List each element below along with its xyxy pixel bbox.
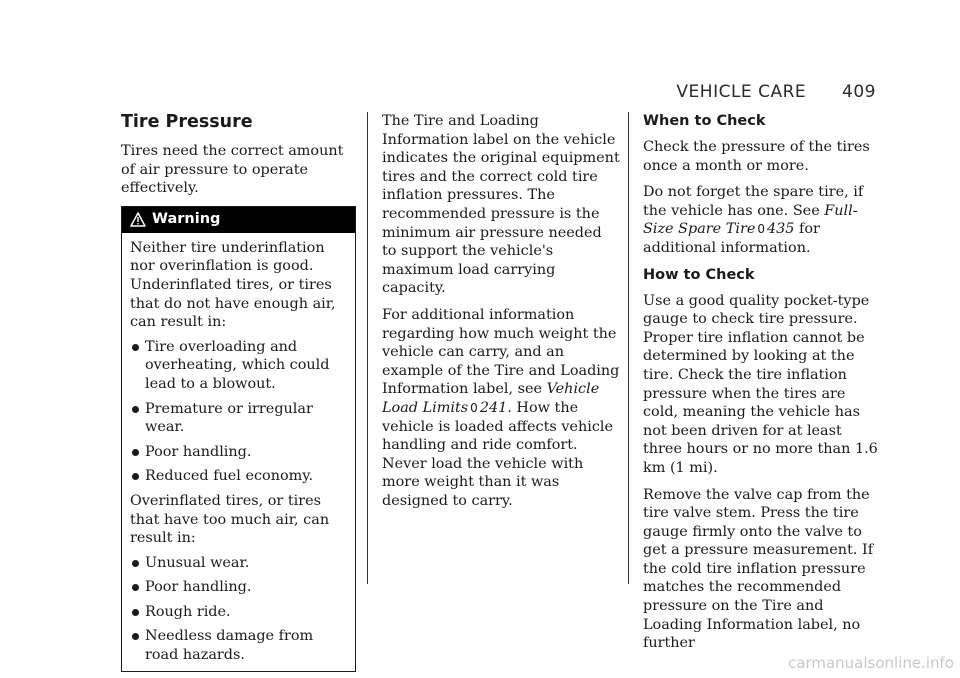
watermark: carmanualsonline.info <box>788 654 954 672</box>
list-item: Needless damage from road hazards. <box>130 627 347 664</box>
subheading: When to Check <box>643 113 766 129</box>
list-item: Reduced fuel economy. <box>130 467 347 486</box>
page-reference[interactable]: 241 <box>479 399 508 416</box>
section-heading: Tire Pressure <box>121 112 253 132</box>
warning-box <box>121 206 356 672</box>
warning-header <box>122 207 355 233</box>
cross-reference-link[interactable]: Full-Size Spare Tire <box>643 202 858 238</box>
subheading: How to Check <box>643 266 755 283</box>
cross-reference-link[interactable]: Vehicle Load Limits <box>382 381 600 416</box>
warning-paragraph: Overinflated tires, or tires that have too much air, can result in: <box>130 492 330 547</box>
text-run: For additional information regarding how much weight the vehicle can carry, and an example of the Tire and Loading Information label, see <box>382 306 620 398</box>
body-paragraph <box>382 306 620 511</box>
running-header <box>676 82 876 102</box>
column-2 <box>382 112 620 518</box>
list-item: Poor handling. <box>130 578 347 597</box>
body-paragraph: Remove the valve cap from the tire valve stem. Press the tire gauge firmly onto the valve to get a pressure measurement. If the cold tire inflation pressure matches the recommended pressure on the Tire and Loading Information label, no further <box>643 486 874 652</box>
warning-paragraph: Neither tire underinflation nor overinflation is good. Underinflated tires, or tires that do not have enough air, can result in: <box>130 239 336 331</box>
body-paragraph: Check the pressure of the tires once a month or more. <box>643 139 870 174</box>
page-reference-icon: 0 <box>757 222 765 237</box>
column-1 <box>121 112 357 672</box>
body-paragraph: Use a good quality pocket-type gauge to check tire pressure. Proper tire inflation cannot be determined by looking at the tire. Check the tire inflation pressure when the tires are cold, meaning the vehicle has not been driven for at least three hours or no more than 1.6 km (1 mi). <box>643 292 878 476</box>
section-title: VEHICLE CARE <box>676 82 807 102</box>
text-run: . How the vehicle is loaded affects vehicle handling and ride comfort. Never load the vehicle with more weight than it was designed to carry. <box>382 399 614 509</box>
page-reference[interactable]: 435 <box>767 221 795 238</box>
text-run: Do not forget the spare tire, if the vehicle has one. See <box>643 184 864 219</box>
list-item: Tire overloading and overheating, which could lead to a blowout. <box>130 338 347 394</box>
body-paragraph: The Tire and Loading Information label on the vehicle indicates the original equipment tires and the correct cold tire inflation pressures. The recommended pressure is the minimum air pressure needed to support the vehicle's maximum load carrying capacity. <box>382 113 620 297</box>
list-item: Unusual wear. <box>130 554 347 573</box>
intro-paragraph: Tires need the correct amount of air pressure to operate effectively. <box>121 143 344 197</box>
warning-body <box>122 233 355 671</box>
column-divider <box>628 112 629 584</box>
warning-triangle-icon <box>130 212 146 227</box>
bullet-list <box>130 338 347 486</box>
page-reference-icon: 0 <box>470 400 478 415</box>
column-3 <box>643 112 883 661</box>
list-item: Rough ride. <box>130 603 347 622</box>
warning-title: Warning <box>152 211 221 228</box>
body-paragraph <box>643 183 883 257</box>
text-run: for additional information. <box>643 221 820 256</box>
page-number: 409 <box>842 82 876 102</box>
list-item: Premature or irregular wear. <box>130 400 347 437</box>
bullet-list <box>130 554 347 665</box>
list-item: Poor handling. <box>130 443 347 462</box>
column-divider <box>367 112 368 584</box>
